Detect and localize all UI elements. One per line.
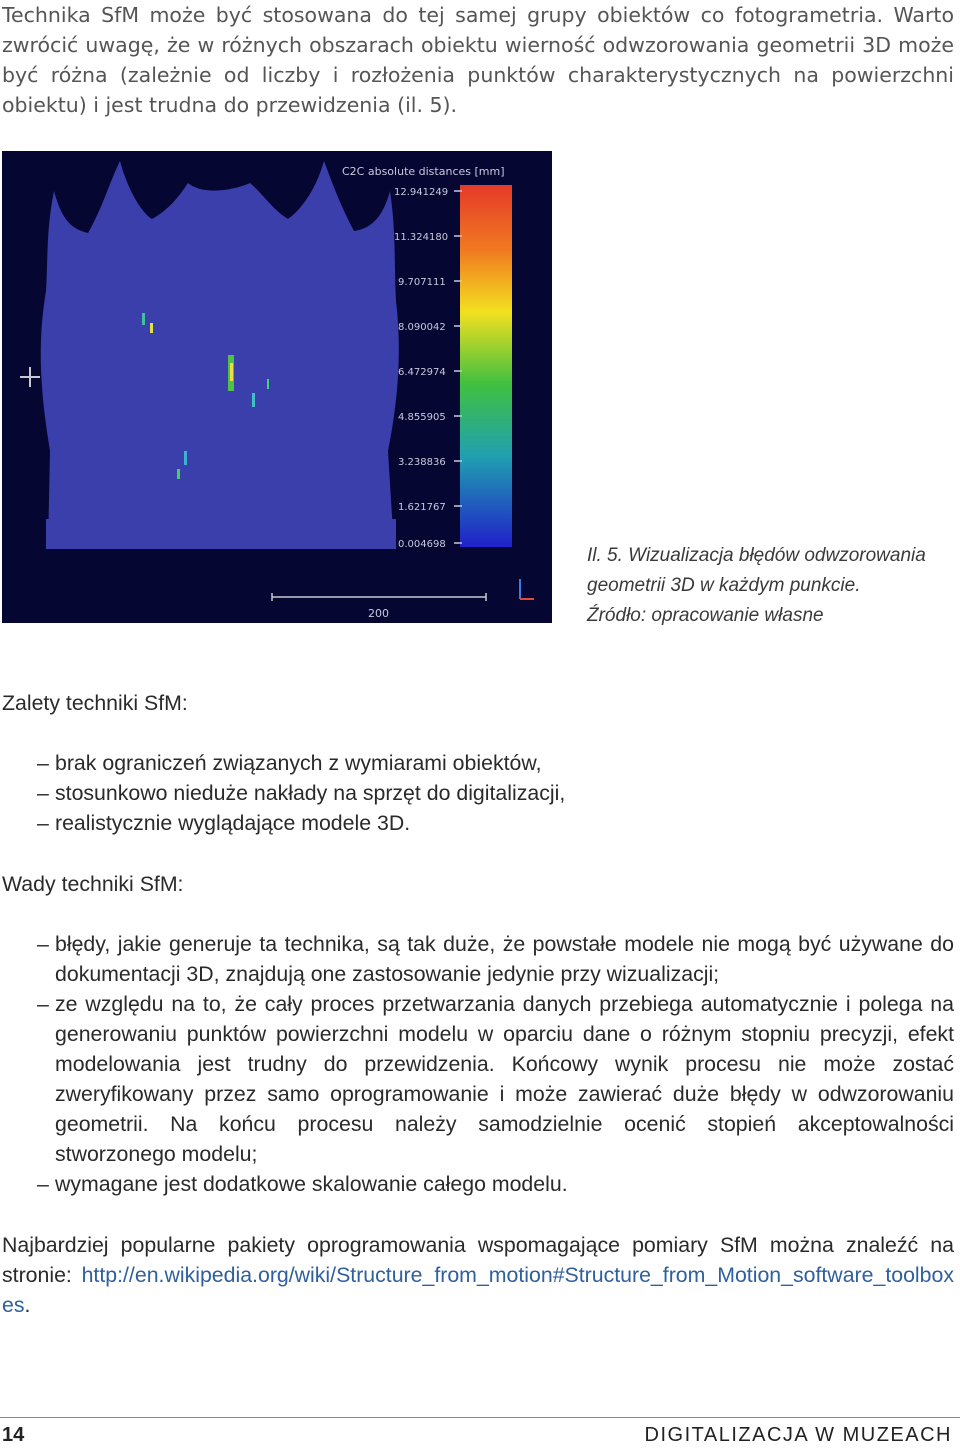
closing-text: Najbardziej popularne pakiety oprogramowania wspomagające pomiary SfM można znaleźć na stronie: — [2, 1233, 954, 1287]
closing-paragraph — [2, 1230, 954, 1320]
pedestal-base — [46, 519, 396, 549]
list-item-text: wymagane jest dodatkowe skalowanie całego modelu. — [55, 1172, 568, 1196]
disadvantages-heading: Wady techniki SfM: — [2, 872, 184, 896]
scale-title: C2C absolute distances [mm] — [342, 165, 505, 178]
footer-divider — [0, 1417, 960, 1418]
intro-paragraph: Technika SfM może być stosowana do tej samej grupy obiektów co fotogrametria. Warto zwrócić uwagę, że w różnych obszarach obiektu wierność odwzorowania geometrii 3D może być różna (zależnie od liczby i rozłożenia punktów charakterystycznych na powierzchni obiektu) i jest trudna do przewidzenia (il. 5). — [2, 3, 954, 117]
caption-source: Źródło: opracowanie własne — [587, 605, 824, 626]
list-item — [2, 989, 954, 1169]
advantages-heading: Zalety techniki SfM: — [2, 691, 188, 715]
scale-label: 1.621767 — [398, 502, 446, 513]
dash-bullet: – — [37, 992, 49, 1016]
dash-bullet: – — [37, 811, 49, 835]
list-item-text: brak ograniczeń związanych z wymiarami obiektów, — [55, 751, 542, 775]
list-item-text: realistycznie wyglądające modele 3D. — [55, 811, 411, 835]
dash-bullet: – — [37, 751, 49, 775]
scale-label: 11.324180 — [394, 232, 449, 243]
list-item — [2, 748, 954, 778]
scale-label: 9.707111 — [398, 277, 446, 288]
scale-bar-label: 200 — [368, 607, 389, 620]
error-visualization-figure — [2, 151, 552, 623]
figure-image — [2, 151, 552, 623]
dash-bullet: – — [37, 932, 49, 956]
scale-label: 4.855905 — [398, 412, 446, 423]
figure-caption — [587, 541, 959, 631]
list-item-text: błędy, jakie generuje ta technika, są tak duże, że powstałe modele nie mogą być używane do dokumentacji 3D, znajdują one zastosowanie jedynie przy wizualizacji; — [55, 932, 954, 986]
list-item-text: ze względu na to, że cały proces przetwarzania danych przebiega automatycznie i polega na generowaniu punktów powierzchni modelu w oparciu dane o różnym stopniu precyzji, efekt modelowania jest trudny do przewidzenia. Końcowy wynik procesu nie może zostać zweryfikowany przez samo oprogramowanie i może zawierać duże błędy w odwzorowaniu geometrii. Na końcu procesu należy samodzielnie ocenić stopień akceptowalności stworzonego modelu; — [55, 992, 954, 1166]
scale-label: 12.941249 — [394, 187, 449, 198]
page-number: 14 — [2, 1424, 25, 1446]
list-item — [2, 808, 954, 838]
disadvantages-list — [2, 929, 954, 1199]
scale-label: 6.472974 — [398, 367, 446, 378]
caption-line: geometrii 3D w każdym punkcie. — [587, 575, 861, 596]
scale-label: 8.090042 — [398, 322, 446, 333]
running-title: DIGITALIZACJA W MUZEACH — [644, 1424, 952, 1446]
scale-label: 0.004698 — [398, 539, 446, 550]
dash-bullet: – — [37, 781, 49, 805]
advantages-list — [2, 748, 954, 838]
closing-period: . — [24, 1293, 31, 1317]
scale-label: 3.238836 — [398, 457, 446, 468]
list-item — [2, 778, 954, 808]
dash-bullet: – — [37, 1172, 49, 1196]
caption-line: Il. 5. Wizualizacja błędów odwzorowania — [587, 545, 926, 566]
list-item-text: stosunkowo nieduże nakłady na sprzęt do digitalizacji, — [55, 781, 566, 805]
color-scale-bar — [460, 185, 512, 547]
wikipedia-link[interactable]: http://en.wikipedia.org/wiki/Structure_from_motion#Structure_from_Motion_software_toolboxes — [2, 1263, 954, 1317]
list-item — [2, 929, 954, 989]
list-item — [2, 1169, 954, 1199]
